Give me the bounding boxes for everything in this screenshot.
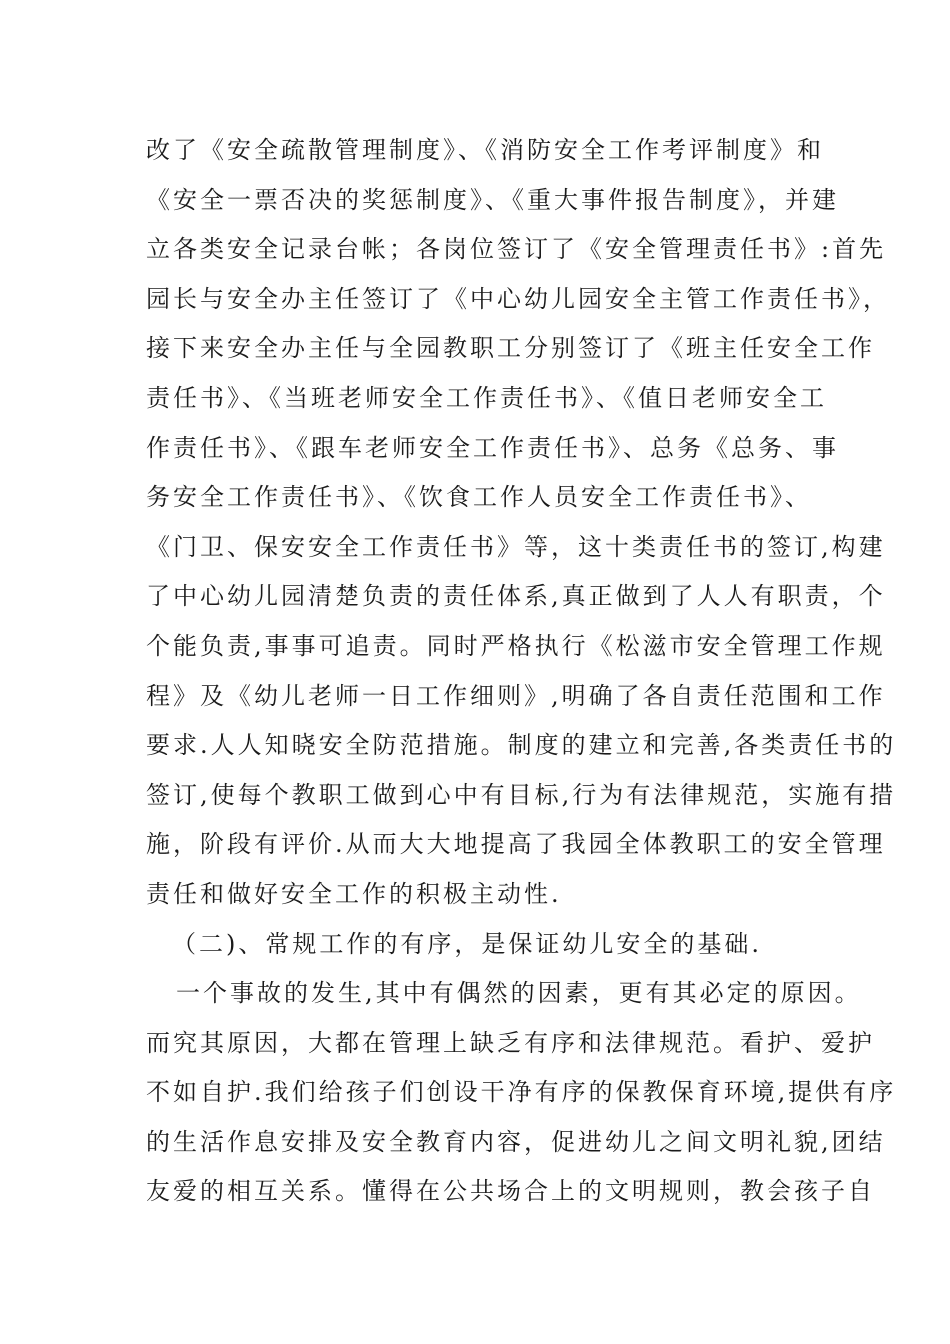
text-line: 不如自护.我们给孩子们创设干净有序的保教保育环境,提供有序 xyxy=(146,1078,897,1107)
text-line: 而究其原因，大都在管理上缺乏有序和法律规范。看护、爱护 xyxy=(146,1028,875,1057)
text-line: 作责任书》、《跟车老师安全工作责任书》、总务《总务、事 xyxy=(146,433,839,462)
text-line: 要求.人人知晓安全防范措施。制度的建立和完善,各类责任书的 xyxy=(146,731,897,760)
text-line: 施，阶段有评价.从而大大地提高了我园全体教职工的安全管理 xyxy=(146,830,886,859)
text-line: 《安全一票否决的奖惩制度》、《重大事件报告制度》，并建 xyxy=(146,185,839,214)
document-body xyxy=(146,126,897,1217)
text-line: 园长与安全办主任签订了《中心幼儿园安全主管工作责任书》， xyxy=(146,284,890,313)
text-line: 友爱的相互关系。懂得在公共场合上的文明规则，教会孩子自 xyxy=(146,1177,875,1206)
text-line: 务安全工作责任书》、《饮食工作人员安全工作责任书》、 xyxy=(146,483,812,512)
paragraph-routine-work xyxy=(146,969,897,1217)
text-line: 改了《安全疏散管理制度》、《消防安全工作考评制度》和 xyxy=(146,136,824,164)
text-line: 立各类安全记录台帐；各岗位签订了《安全管理责任书》:首先 xyxy=(146,235,887,264)
text-line: 接下来安全办主任与全园教职工分别签订了《班主任安全工作 xyxy=(146,334,875,363)
text-line: 的生活作息安排及安全教育内容，促进幼儿之间文明礼貌,团结 xyxy=(146,1127,886,1156)
text-line: 一个事故的发生,其中有偶然的因素，更有其必定的原因。 xyxy=(176,979,862,1008)
text-line: 程》及《幼儿老师一日工作细则》,明确了各自责任范围和工作 xyxy=(146,681,886,710)
text-line: 签订,使每个教职工做到心中有目标,行为有法律规范，实施有措 xyxy=(146,780,897,809)
text-line: 责任和做好安全工作的积极主动性. xyxy=(146,879,562,908)
text-line: 责任书》、《当班老师安全工作责任书》、《值日老师安全工 xyxy=(146,383,827,412)
text-line: 《门卫、保安安全工作责任书》等，这十类责任书的签订,构建 xyxy=(146,532,886,561)
text-line: 个能负责,事事可追责。同时严格执行《松滋市安全管理工作规 xyxy=(146,631,886,660)
text-line: 了中心幼儿园清楚负责的责任体系,真正做到了人人有职责，个 xyxy=(146,582,886,611)
section-heading: （二)、常规工作的有序，是保证幼儿安全的基础. xyxy=(172,929,762,958)
paragraph-responsibility-system xyxy=(146,126,897,920)
